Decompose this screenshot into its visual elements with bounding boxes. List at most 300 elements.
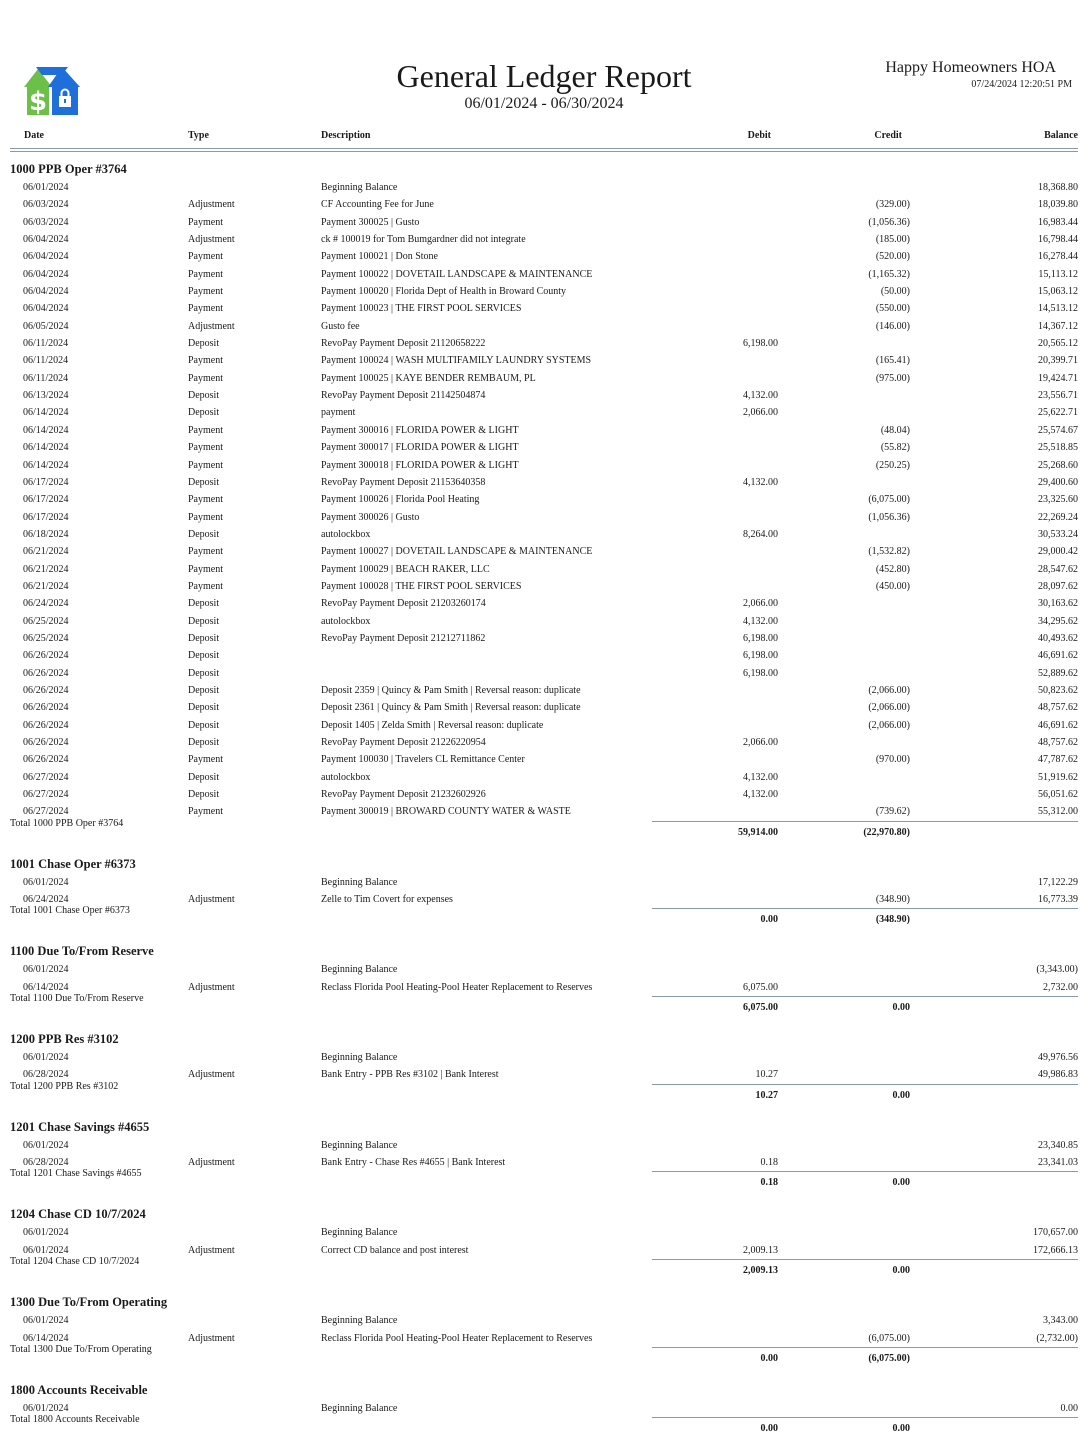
ledger-row — [10, 1224, 1078, 1241]
row-description: Bank Entry - Chase Res #4655 | Bank Interest — [321, 1157, 506, 1169]
row-description: Payment 100022 | DOVETAIL LANDSCAPE & MAINTENANCE — [321, 268, 593, 280]
total-credit: 0.00 — [892, 1002, 910, 1014]
account-total-row — [10, 1343, 1078, 1369]
row-type: Payment — [188, 372, 223, 384]
ledger-row — [10, 979, 1078, 996]
row-credit: (48.04) — [880, 424, 910, 436]
row-type: Deposit — [188, 684, 220, 696]
ledger-row — [10, 214, 1078, 231]
row-description: Payment 100025 | KAYE BENDER REMBAUM, PL — [321, 372, 536, 384]
row-credit: (250.25) — [875, 459, 910, 471]
row-date: 06/11/2024 — [23, 355, 69, 367]
ledger-row — [10, 734, 1078, 751]
ledger-row — [10, 179, 1078, 196]
row-balance: 18,039.80 — [1038, 199, 1078, 211]
total-label: Total 1204 Chase CD 10/7/2024 — [10, 1256, 140, 1268]
ledger-row — [10, 613, 1078, 630]
row-debit: 2,066.00 — [743, 407, 778, 419]
account-title: 1200 PPB Res #3102 — [10, 1032, 119, 1047]
row-date: 06/01/2024 — [23, 1052, 69, 1064]
row-credit: (2,066.00) — [868, 684, 910, 696]
ledger-row — [10, 439, 1078, 456]
row-description: autolockbox — [321, 771, 371, 783]
row-description: RevoPay Payment Deposit 21232602926 — [321, 789, 486, 801]
ledger-row — [10, 283, 1078, 300]
row-date: 06/03/2024 — [23, 199, 69, 211]
row-balance: 28,547.62 — [1038, 563, 1078, 575]
total-label: Total 1300 Due To/From Operating — [10, 1343, 152, 1355]
row-type: Payment — [188, 754, 223, 766]
row-date: 06/14/2024 — [23, 1332, 69, 1344]
row-description: Payment 100024 | WASH MULTIFAMILY LAUNDRY SYSTEMS — [321, 355, 592, 367]
account-title: 1204 Chase CD 10/7/2024 — [10, 1207, 146, 1222]
row-credit: (1,056.36) — [868, 216, 910, 228]
row-type: Payment — [188, 494, 223, 506]
row-date: 06/14/2024 — [23, 407, 69, 419]
row-credit: (6,075.00) — [868, 494, 910, 506]
row-description: CF Accounting Fee for June — [321, 199, 434, 211]
ledger-row — [10, 526, 1078, 543]
row-type: Deposit — [188, 390, 220, 402]
row-balance: 46,691.62 — [1038, 719, 1078, 731]
ledger-row — [10, 1137, 1078, 1154]
row-balance: 14,513.12 — [1038, 303, 1078, 315]
total-credit: 0.00 — [892, 1423, 910, 1435]
row-type: Adjustment — [188, 1244, 235, 1256]
ledger-row — [10, 422, 1078, 439]
total-debit: 59,914.00 — [738, 826, 778, 838]
account-section — [10, 1205, 1078, 1281]
row-debit: 6,198.00 — [743, 667, 778, 679]
row-credit: (452.80) — [875, 563, 910, 575]
ledger-row — [10, 491, 1078, 508]
row-description: Payment 300019 | BROWARD COUNTY WATER & WASTE — [321, 806, 571, 818]
ledger-row — [10, 352, 1078, 369]
row-balance: 30,163.62 — [1038, 598, 1078, 610]
ledger-row — [10, 474, 1078, 491]
row-balance: (2,732.00) — [1036, 1332, 1078, 1344]
row-description: Reclass Florida Pool Heating-Pool Heater Replacement to Reserves — [321, 1332, 593, 1344]
row-date: 06/01/2024 — [23, 1244, 69, 1256]
row-credit: (6,075.00) — [868, 1332, 910, 1344]
row-debit: 6,075.00 — [743, 981, 778, 993]
total-debit: 6,075.00 — [743, 1002, 778, 1014]
row-date: 06/26/2024 — [23, 684, 69, 696]
row-date: 06/25/2024 — [23, 615, 69, 627]
row-debit: 10.27 — [755, 1069, 778, 1081]
account-title: 1201 Chase Savings #4655 — [10, 1119, 150, 1134]
row-date: 06/14/2024 — [23, 981, 69, 993]
row-type: Payment — [188, 546, 223, 558]
account-total-row — [10, 1256, 1078, 1281]
row-type: Deposit — [188, 338, 220, 350]
ledger-row — [10, 786, 1078, 803]
total-rule — [652, 908, 1078, 909]
row-description: Payment 100029 | BEACH RAKER, LLC — [321, 563, 490, 575]
row-date: 06/21/2024 — [23, 546, 69, 558]
ledger-row — [10, 769, 1078, 786]
ledger-row — [10, 543, 1078, 560]
account-total-row — [10, 993, 1078, 1018]
ledger-row — [10, 682, 1078, 699]
account-title: 1100 Due To/From Reserve — [10, 944, 154, 959]
row-date: 06/21/2024 — [23, 563, 69, 575]
row-type: Payment — [188, 286, 223, 298]
account-section — [10, 160, 1078, 843]
row-description: Reclass Florida Pool Heating-Pool Heater Replacement to Reserves — [321, 981, 593, 993]
row-description: autolockbox — [321, 528, 371, 540]
row-balance: 25,518.85 — [1038, 442, 1078, 454]
row-credit: (55.82) — [880, 442, 910, 454]
row-credit: (185.00) — [875, 234, 910, 246]
row-type: Adjustment — [188, 1157, 235, 1169]
ledger-body — [10, 160, 1078, 1451]
row-balance: 29,400.60 — [1038, 476, 1078, 488]
account-title: 1001 Chase Oper #6373 — [10, 856, 136, 871]
report-title: General Ledger Report — [396, 58, 692, 94]
row-description: Beginning Balance — [321, 964, 398, 976]
row-date: 06/21/2024 — [23, 580, 69, 592]
row-date: 06/18/2024 — [23, 528, 69, 540]
row-description: RevoPay Payment Deposit 21120658222 — [321, 338, 486, 350]
row-type: Payment — [188, 806, 223, 818]
ledger-row — [10, 335, 1078, 352]
row-credit: (975.00) — [875, 372, 910, 384]
printed-timestamp: 07/24/2024 12:20:51 PM — [971, 79, 1072, 90]
row-description: Payment 100030 | Travelers CL Remittance Center — [321, 754, 525, 766]
row-type: Deposit — [188, 632, 220, 644]
row-description: Payment 300017 | FLORIDA POWER & LIGHT — [321, 442, 519, 454]
ledger-row — [10, 1154, 1078, 1171]
row-type: Payment — [188, 459, 223, 471]
row-date: 06/17/2024 — [23, 494, 69, 506]
row-balance: 29,000.42 — [1038, 546, 1078, 558]
row-balance: 16,278.44 — [1038, 251, 1078, 263]
column-headers — [10, 130, 1078, 150]
row-date: 06/01/2024 — [23, 876, 69, 888]
row-credit: (970.00) — [875, 754, 910, 766]
row-type: Deposit — [188, 789, 220, 801]
row-description: Beginning Balance — [321, 182, 398, 193]
row-date: 06/01/2024 — [23, 1315, 69, 1327]
header-rule — [10, 151, 1078, 152]
row-balance: 47,787.62 — [1038, 754, 1078, 766]
col-type: Type — [188, 130, 209, 141]
row-date: 06/05/2024 — [23, 320, 69, 332]
col-date: Date — [24, 130, 44, 141]
row-type: Deposit — [188, 476, 220, 488]
row-balance: 23,325.60 — [1038, 494, 1078, 506]
account-total-row — [10, 1414, 1078, 1439]
row-debit: 2,066.00 — [743, 598, 778, 610]
row-date: 06/11/2024 — [23, 338, 69, 350]
row-date: 06/04/2024 — [23, 234, 69, 246]
ledger-row — [10, 1400, 1078, 1417]
ledger-row — [10, 1312, 1078, 1329]
row-description: RevoPay Payment Deposit 21203260174 — [321, 598, 486, 610]
row-date: 06/01/2024 — [23, 182, 69, 193]
ledger-row — [10, 630, 1078, 647]
company-name: Happy Homeowners HOA — [885, 59, 1056, 76]
row-date: 06/17/2024 — [23, 511, 69, 523]
ledger-row — [10, 561, 1078, 578]
ledger-row — [10, 248, 1078, 265]
ledger-row — [10, 1330, 1078, 1347]
row-type: Payment — [188, 216, 223, 228]
row-credit: (146.00) — [875, 320, 910, 332]
total-rule — [652, 1259, 1078, 1260]
ledger-row — [10, 300, 1078, 317]
row-balance: 23,341.03 — [1038, 1157, 1078, 1169]
total-rule — [652, 1084, 1078, 1085]
row-balance: 15,063.12 — [1038, 286, 1078, 298]
row-date: 06/14/2024 — [23, 459, 69, 471]
total-rule — [652, 1347, 1078, 1348]
total-debit: 0.00 — [760, 914, 778, 926]
row-balance: 16,773.39 — [1038, 894, 1078, 906]
row-balance: 25,574.67 — [1038, 424, 1078, 436]
ledger-row — [10, 1066, 1078, 1083]
account-section — [10, 942, 1078, 1018]
total-credit: 0.00 — [892, 1089, 910, 1101]
row-description: Deposit 2359 | Quincy & Pam Smith | Reversal reason: duplicate — [321, 684, 581, 696]
total-label: Total 1100 Due To/From Reserve — [10, 993, 144, 1005]
row-description: Correct CD balance and post interest — [321, 1244, 469, 1256]
row-balance: 14,367.12 — [1038, 320, 1078, 332]
row-description: Payment 100028 | THE FIRST POOL SERVICES — [321, 580, 522, 592]
row-description: Gusto fee — [321, 320, 360, 332]
row-type: Deposit — [188, 719, 220, 731]
row-credit: (450.00) — [875, 580, 910, 592]
row-credit: (329.00) — [875, 199, 910, 211]
row-type: Adjustment — [188, 894, 235, 906]
row-type: Payment — [188, 251, 223, 263]
row-type: Deposit — [188, 407, 220, 419]
account-total-row — [10, 1080, 1078, 1106]
row-debit: 0.18 — [760, 1157, 778, 1169]
row-balance: (3,343.00) — [1036, 964, 1078, 976]
row-balance: 46,691.62 — [1038, 650, 1078, 662]
ledger-row — [10, 404, 1078, 421]
total-label: Total 1800 Accounts Receivable — [10, 1414, 140, 1426]
row-type: Payment — [188, 580, 223, 592]
row-date: 06/03/2024 — [23, 216, 69, 228]
row-date: 06/26/2024 — [23, 650, 69, 662]
ledger-row — [10, 578, 1078, 595]
row-balance: 34,295.62 — [1038, 615, 1078, 627]
row-description: Beginning Balance — [321, 1227, 398, 1239]
col-balance: Balance — [1044, 130, 1078, 141]
row-balance: 2,732.00 — [1043, 981, 1078, 993]
row-date: 06/13/2024 — [23, 390, 69, 402]
row-balance: 40,493.62 — [1038, 632, 1078, 644]
row-date: 06/01/2024 — [23, 964, 69, 976]
row-credit: (739.62) — [875, 806, 910, 818]
col-debit: Debit — [747, 130, 771, 141]
ledger-row — [10, 318, 1078, 335]
row-date: 06/24/2024 — [23, 598, 69, 610]
row-description: ck # 100019 for Tom Bumgardner did not integrate — [321, 234, 526, 246]
row-description: Beginning Balance — [321, 1139, 398, 1151]
total-debit: 10.27 — [755, 1089, 778, 1101]
row-date: 06/04/2024 — [23, 268, 69, 280]
row-date: 06/26/2024 — [23, 719, 69, 731]
row-description: Payment 100026 | Florida Pool Heating — [321, 494, 480, 506]
total-credit: (6,075.00) — [868, 1352, 910, 1364]
row-debit: 4,132.00 — [743, 771, 778, 783]
row-description: Beginning Balance — [321, 1315, 398, 1327]
row-type: Deposit — [188, 702, 220, 714]
row-type: Payment — [188, 511, 223, 523]
row-balance: 52,889.62 — [1038, 667, 1078, 679]
account-section — [10, 1118, 1078, 1194]
row-description: Bank Entry - PPB Res #3102 | Bank Interest — [321, 1069, 499, 1081]
row-balance: 25,622.71 — [1038, 407, 1078, 419]
total-credit: 0.00 — [892, 1265, 910, 1277]
row-description: Deposit 1405 | Zelda Smith | Reversal reason: duplicate — [321, 719, 544, 731]
ledger-row — [10, 370, 1078, 387]
ledger-row — [10, 699, 1078, 716]
row-date: 06/27/2024 — [23, 789, 69, 801]
row-debit: 6,198.00 — [743, 650, 778, 662]
total-debit: 0.00 — [760, 1423, 778, 1435]
row-description: Payment 100023 | THE FIRST POOL SERVICES — [321, 303, 522, 315]
ledger-row — [10, 961, 1078, 978]
row-description: Payment 300025 | Gusto — [321, 216, 420, 228]
account-title: 1800 Accounts Receivable — [10, 1382, 148, 1397]
ledger-row — [10, 1242, 1078, 1259]
row-balance: 16,983.44 — [1038, 216, 1078, 228]
col-description: Description — [321, 130, 371, 141]
row-balance: 48,757.62 — [1038, 702, 1078, 714]
row-type: Deposit — [188, 598, 220, 610]
total-rule — [652, 1417, 1078, 1418]
row-type: Adjustment — [188, 981, 235, 993]
row-balance: 30,533.24 — [1038, 528, 1078, 540]
ledger-row — [10, 457, 1078, 474]
row-date: 06/14/2024 — [23, 424, 69, 436]
row-debit: 6,198.00 — [743, 338, 778, 350]
row-type: Adjustment — [188, 1069, 235, 1081]
ledger-row — [10, 196, 1078, 213]
row-balance: 55,312.00 — [1038, 806, 1078, 818]
ledger-row — [10, 874, 1078, 891]
account-title: 1300 Due To/From Operating — [10, 1295, 168, 1310]
ledger-row — [10, 717, 1078, 734]
ledger-row — [10, 266, 1078, 283]
svg-text:$: $ — [28, 87, 48, 117]
row-date: 06/26/2024 — [23, 737, 69, 748]
row-type: Payment — [188, 563, 223, 575]
ledger-row — [10, 891, 1078, 908]
row-date: 06/04/2024 — [23, 286, 69, 298]
row-description: Payment 100027 | DOVETAIL LANDSCAPE & MAINTENANCE — [321, 546, 593, 558]
row-debit: 4,132.00 — [743, 476, 778, 488]
row-balance: 49,986.83 — [1038, 1069, 1078, 1081]
row-balance: 51,919.62 — [1038, 771, 1078, 783]
row-date: 06/11/2024 — [23, 372, 69, 384]
total-debit: 0.00 — [760, 1352, 778, 1364]
row-balance: 56,051.62 — [1038, 789, 1078, 801]
row-balance: 28,097.62 — [1038, 580, 1078, 592]
ledger-row — [10, 1049, 1078, 1066]
row-balance: 20,565.12 — [1038, 338, 1078, 350]
row-date: 06/27/2024 — [23, 771, 69, 783]
row-type: Adjustment — [188, 320, 235, 332]
row-date: 06/28/2024 — [23, 1069, 69, 1081]
row-balance: 16,798.44 — [1038, 234, 1078, 246]
row-credit: (1,056.36) — [868, 511, 910, 523]
ledger-row — [10, 647, 1078, 664]
ledger-row — [10, 751, 1078, 768]
row-type: Deposit — [188, 667, 220, 679]
row-description: Payment 300018 | FLORIDA POWER & LIGHT — [321, 459, 519, 471]
row-description: Payment 100021 | Don Stone — [321, 251, 438, 263]
row-date: 06/26/2024 — [23, 754, 69, 766]
row-credit: (50.00) — [880, 286, 910, 298]
total-credit: 0.00 — [892, 1177, 910, 1189]
row-balance: 22,269.24 — [1038, 511, 1078, 523]
total-credit: (22,970.80) — [863, 826, 910, 838]
row-description: Beginning Balance — [321, 876, 398, 888]
row-balance: 170,657.00 — [1033, 1227, 1078, 1239]
total-label: Total 1200 PPB Res #3102 — [10, 1080, 119, 1092]
row-date: 06/04/2024 — [23, 251, 69, 263]
row-credit: (2,066.00) — [868, 702, 910, 714]
row-type: Payment — [188, 442, 223, 454]
row-debit: 2,009.13 — [743, 1244, 778, 1256]
row-debit: 6,198.00 — [743, 632, 778, 644]
row-description: Beginning Balance — [321, 1052, 398, 1064]
row-type: Adjustment — [188, 199, 235, 211]
row-description: Deposit 2361 | Quincy & Pam Smith | Reversal reason: duplicate — [321, 702, 581, 714]
account-section — [10, 1381, 1078, 1439]
total-label: Total 1001 Chase Oper #6373 — [10, 905, 130, 917]
row-balance: 0.00 — [1060, 1402, 1078, 1414]
row-credit: (520.00) — [875, 251, 910, 263]
row-balance: 18,368.80 — [1038, 182, 1078, 193]
ledger-row — [10, 231, 1078, 248]
col-credit: Credit — [874, 130, 902, 141]
row-credit: (1,532.82) — [868, 546, 910, 558]
row-date: 06/17/2024 — [23, 476, 69, 488]
row-debit: 8,264.00 — [743, 528, 778, 540]
row-debit: 4,132.00 — [743, 789, 778, 801]
row-description: Payment 300026 | Gusto — [321, 511, 420, 523]
row-balance: 25,268.60 — [1038, 459, 1078, 471]
row-description: Payment 300016 | FLORIDA POWER & LIGHT — [321, 424, 519, 436]
row-description: RevoPay Payment Deposit 21226220954 — [321, 737, 486, 748]
row-description: autolockbox — [321, 615, 371, 627]
row-description: Payment 100020 | Florida Dept of Health in Broward County — [321, 286, 567, 298]
row-date: 06/26/2024 — [23, 667, 69, 679]
row-type: Payment — [188, 303, 223, 315]
account-total-row — [10, 905, 1078, 930]
row-type: Adjustment — [188, 234, 235, 246]
row-balance: 3,343.00 — [1043, 1315, 1078, 1327]
row-type: Payment — [188, 355, 223, 367]
row-credit: (165.41) — [875, 355, 910, 367]
row-description: RevoPay Payment Deposit 21153640358 — [321, 476, 486, 488]
row-balance: 20,399.71 — [1038, 355, 1078, 367]
header-rule — [10, 148, 1078, 149]
account-total-row — [10, 817, 1078, 843]
row-date: 06/24/2024 — [23, 894, 69, 906]
row-balance: 23,340.85 — [1038, 1139, 1078, 1151]
row-type: Deposit — [188, 737, 220, 748]
ledger-row — [10, 665, 1078, 682]
ledger-row — [10, 803, 1078, 820]
